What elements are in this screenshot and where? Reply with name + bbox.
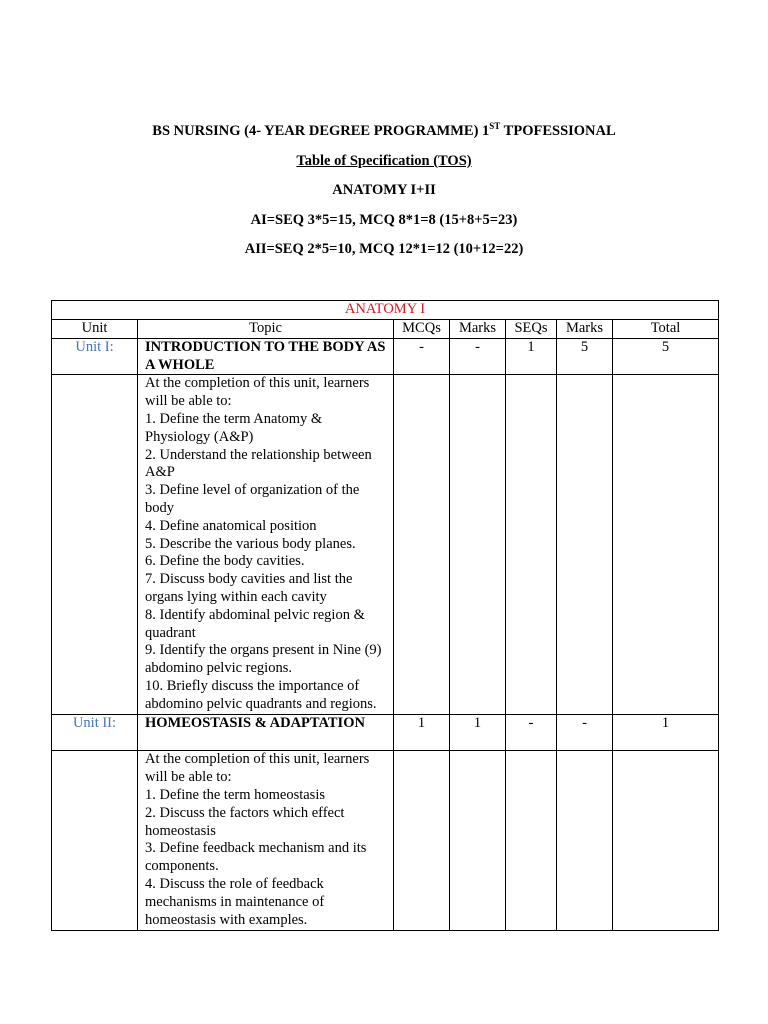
total-value: 1 <box>613 715 719 751</box>
anatomy-i-breakdown: AI=SEQ 3*5=15, MCQ 8*1=8 (15+8+5=23) <box>250 212 518 228</box>
empty-cell <box>450 751 506 931</box>
header-row <box>52 320 719 339</box>
unit-label: Unit II: <box>52 715 138 751</box>
empty-cell <box>557 751 613 931</box>
learning-objectives: At the completion of this unit, learners will be able to: 1. Define the term homeostasis 2. Discuss the factors which effect homeostasis 3. Define feedback mechanism and its components. 4. Discuss the role of feedback mechanisms in maintenance of homeostasis with examples. <box>138 751 394 931</box>
col-header-marks: Marks <box>557 320 613 339</box>
marks-value: - <box>557 715 613 751</box>
table-row <box>52 751 719 931</box>
title-text-end: TPOFESSIONAL <box>500 123 616 139</box>
col-header-seqs: SEQs <box>506 320 557 339</box>
marks-value: 1 <box>450 715 506 751</box>
empty-cell <box>613 751 719 931</box>
table-row <box>52 375 719 715</box>
subject-heading: ANATOMY I+II <box>332 182 436 198</box>
empty-cell <box>506 751 557 931</box>
total-value: 5 <box>613 338 719 375</box>
col-header-mcqs: MCQs <box>394 320 450 339</box>
empty-cell <box>557 375 613 715</box>
empty-cell <box>52 751 138 931</box>
document-title <box>0 122 768 140</box>
unit-topic: HOMEOSTASIS & ADAPTATION <box>138 715 394 751</box>
seqs-value: - <box>506 715 557 751</box>
mcqs-value: 1 <box>394 715 450 751</box>
title-text: BS NURSING (4- YEAR DEGREE PROGRAMME) 1 <box>152 123 490 139</box>
unit-label: Unit I: <box>52 338 138 375</box>
unit-topic: INTRODUCTION TO THE BODY AS A WHOLE <box>138 338 394 375</box>
table-row <box>52 338 719 375</box>
empty-cell <box>394 375 450 715</box>
mcqs-value: - <box>394 338 450 375</box>
marks-value: 5 <box>557 338 613 375</box>
marks-value: - <box>450 338 506 375</box>
col-header-topic: Topic <box>138 320 394 339</box>
seqs-value: 1 <box>506 338 557 375</box>
col-header-unit: Unit <box>52 320 138 339</box>
specification-table <box>51 300 719 931</box>
col-header-marks: Marks <box>450 320 506 339</box>
table-row <box>52 715 719 751</box>
empty-cell <box>450 375 506 715</box>
tos-heading: Table of Specification (TOS) <box>296 153 472 169</box>
col-header-total: Total <box>613 320 719 339</box>
title-superscript: ST <box>489 121 501 131</box>
empty-cell <box>394 751 450 931</box>
empty-cell <box>613 375 719 715</box>
empty-cell <box>52 375 138 715</box>
anatomy-ii-breakdown: AII=SEQ 2*5=10, MCQ 12*1=12 (10+12=22) <box>244 241 524 257</box>
table-title: ANATOMY I <box>52 301 719 320</box>
learning-objectives: At the completion of this unit, learners will be able to: 1. Define the term Anatomy & Physiology (A&P) 2. Understand the relationship between A&P 3. Define level of organization of the body 4. Define anatomical position 5. Describe the various body planes. 6. Define the body cavities. 7. Discuss body cavities and list the organs lying within each cavity 8. Identify abdominal pelvic region & quadrant 9. Identify the organs present in Nine (9) abdomino pelvic regions. 10. Briefly discuss the importance of abdomino pelvic quadrants and regions. <box>138 375 394 715</box>
empty-cell <box>506 375 557 715</box>
